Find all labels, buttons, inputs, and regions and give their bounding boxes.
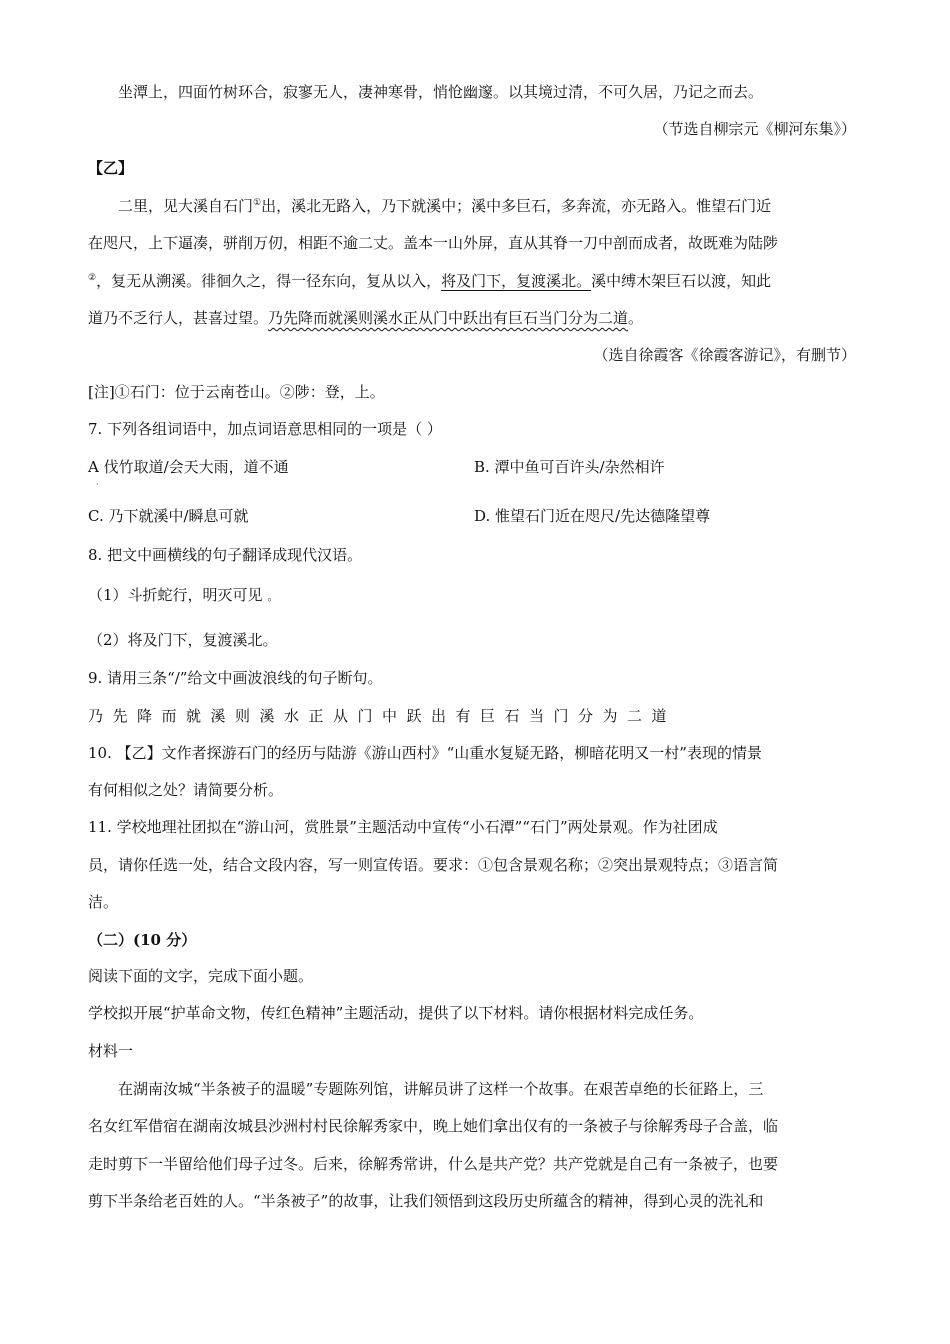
question-10-line-1: 10. 【乙】文作者探游石门的经历与陆游《游山西村》“山重水复疑无路，柳暗花明又一村”表现的情景 — [88, 744, 762, 762]
yi-heading: 【乙】 — [88, 159, 134, 177]
annotation-notes: [注]①石门：位于云南苍山。②陟：登，上。 — [88, 383, 385, 401]
underlined-sentence: 将及门下，复渡溪北。 — [441, 272, 592, 290]
section-2-intro: 阅读下面的文字，完成下面小题。 — [88, 967, 314, 985]
q7-option-b: B. 潭中鱼可百许头/杂然相许 — [474, 458, 665, 476]
wavy-underlined-sentence: 乃先降而就溪则溪水正从门中跃出有巨石当门分为二道 — [268, 309, 629, 327]
section-2-heading: （二）(10 分） — [88, 931, 197, 949]
yi-paragraph-line-4: 道乃不乏行人，甚喜过望。乃先降而就溪则溪水正从门中跃出有巨石当门分为二道。 — [88, 309, 644, 327]
yi-source: （选自徐霞客《徐霞客游记》，有删节） — [593, 346, 856, 364]
material-1-label: 材料一 — [88, 1042, 134, 1060]
yi-paragraph-line-1: 二里，见大溪自石门①出，溪北无路入，乃下就溪中；溪中多巨石，多奔流，亦无路入。惟望石门近 — [118, 197, 772, 215]
question-8-stem: 8. 把文中画横线的句子翻译成现代汉语。 — [88, 546, 363, 564]
question-10-line-2: 有何相似之处？请简要分析。 — [88, 781, 284, 799]
section-2-task: 学校拟开展“护革命文物，传红色精神”主题活动，提供了以下材料。请你根据材料完成任务。 — [88, 1004, 704, 1022]
q8-item-2: （2）将及门下，复渡溪北。 — [88, 631, 278, 649]
material-1-line-1: 在湖南汝城“半条被子的温暖”专题陈列馆，讲解员讲了这样一个故事。在艰苦卓绝的长征路上，三 — [118, 1080, 764, 1098]
jia-source: （节选自柳宗元《柳河东集》） — [653, 120, 856, 138]
q8-item-1: （1）斗折蛇行，明灭可见 。 — [88, 586, 279, 604]
note-marker-2: ② — [88, 273, 97, 283]
note-marker-1: ① — [253, 198, 262, 208]
q7-option-c: C. 乃下就溪中/瞬息可就 — [88, 507, 249, 525]
yi-paragraph-line-3: ②，复无从溯溪。徘徊久之，得一径东向，复从以入，将及门下，复渡溪北。溪中缚木架巨石以渡，知此 — [88, 272, 772, 290]
q9-sentence: 乃先降而就溪则溪水正从门中跃出有巨石当门分为二道 — [88, 707, 677, 725]
emphasis-dot: · — [96, 480, 99, 489]
material-1-line-4: 剪下半条给老百姓的人。“半条被子”的故事，让我们领悟到这段历史所蕴含的精神，得到心灵的洗礼和 — [88, 1192, 764, 1210]
material-1-line-2: 名女红军借宿在湖南汝城县沙洲村村民徐解秀家中，晚上她们拿出仅有的一条被子与徐解秀母子合盖，临 — [88, 1117, 779, 1135]
question-11-line-3: 洁。 — [88, 893, 119, 911]
jia-closing-line: 坐潭上，四面竹树环合，寂寥无人，凄神寒骨，悄怆幽邃。以其境过清，不可久居，乃记之而去。 — [118, 83, 764, 101]
question-11-line-2: 员，请你任选一处，结合文段内容，写一则宣传语。要求：①包含景观名称；②突出景观特点；③语言简 — [88, 856, 779, 874]
question-11-line-1: 11. 学校地理社团拟在“游山河，赏胜景”主题活动中宣传“小石潭”“石门”两处景观。作为社团成 — [88, 818, 718, 836]
q7-option-a: A 伐竹取道/会天大雨，道不通 — [88, 458, 289, 476]
q7-option-d: D. 惟望石门近在咫尺/先达德隆望尊 — [474, 507, 711, 525]
yi-paragraph-line-2: 在咫尺，上下逼凑，骈削万仞，相距不逾二丈。盖本一山外屏，直从其脊一刀中剖而成者，故既难为陆陟 — [88, 234, 779, 252]
question-9-stem: 9. 请用三条“/”给文中画波浪线的句子断句。 — [88, 669, 383, 687]
question-7-stem: 7. 下列各组词语中，加点词语意思相同的一项是（ ） — [88, 420, 442, 438]
material-1-line-3: 走时剪下一半留给他们母子过冬。后来，徐解秀常讲，什么是共产党？共产党就是自己有一条被子，也要 — [88, 1155, 779, 1173]
